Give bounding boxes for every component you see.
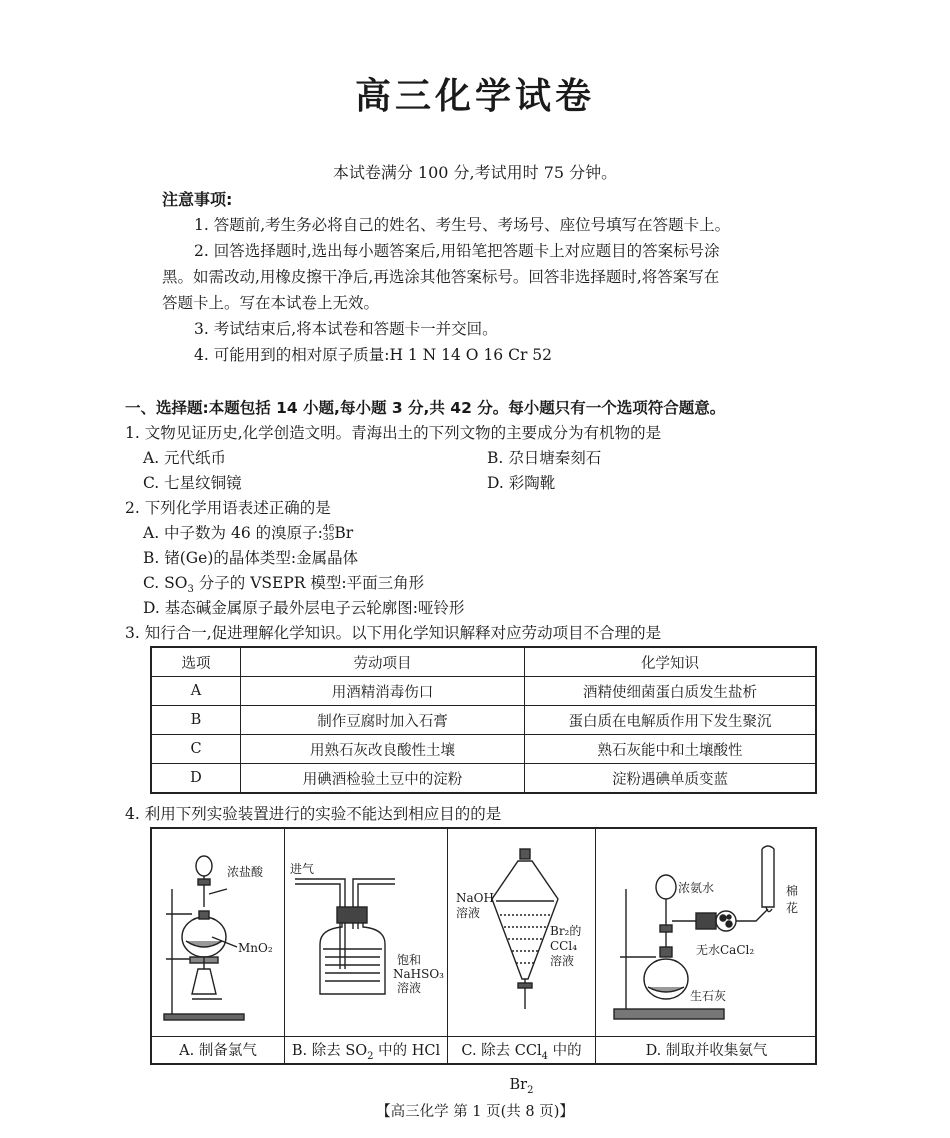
table-cell: B bbox=[151, 706, 241, 735]
notice-item-2-line-3: 答题卡上。写在本试卷上无效。 bbox=[162, 294, 380, 312]
caption-c-sub-2: 2 bbox=[527, 1084, 534, 1096]
caption-c-pre: C. 除去 CCl bbox=[461, 1043, 542, 1059]
table-row bbox=[151, 764, 816, 794]
table-row bbox=[151, 706, 816, 735]
option-c-pre: C. SO bbox=[143, 574, 188, 592]
ammonia-apparatus-drawing bbox=[596, 829, 817, 1037]
label-br2-solution: 溶液 bbox=[550, 954, 575, 968]
table-cell: D bbox=[151, 764, 241, 794]
table-header-cell: 化学知识 bbox=[525, 647, 817, 677]
question-4-figure bbox=[150, 827, 817, 1096]
question-4-stem: 4. 利用下列实验装置进行的实验不能达到相应目的的是 bbox=[125, 805, 502, 823]
label-anhydrous-cacl2: 无水CaCl₂ bbox=[696, 943, 755, 957]
notice-item-2-line-1: 2. 回答选择题时,选出每小题答案后,用铅笔把答题卡上对应题目的答案标号涂 bbox=[194, 242, 720, 260]
question-2-stem: 2. 下列化学用语表述正确的是 bbox=[125, 499, 331, 517]
label-conc-ammonia: 浓氨水 bbox=[678, 881, 715, 895]
apparatus-d bbox=[596, 829, 817, 1065]
table-row bbox=[151, 677, 816, 706]
option-a-text: A. 中子数为 46 的溴原子: bbox=[143, 524, 323, 542]
caption-b-pre: B. 除去 SO bbox=[291, 1043, 368, 1059]
gas-washing-bottle-drawing bbox=[285, 829, 448, 1037]
table-header-cell: 劳动项目 bbox=[241, 647, 525, 677]
table-cell: C bbox=[151, 735, 241, 764]
caption-a: A. 制备氯气 bbox=[152, 1036, 284, 1065]
label-naoh-solution: 溶液 bbox=[456, 906, 481, 920]
caption-b-sub: 2 bbox=[367, 1050, 374, 1062]
label-cotton-1: 棉 bbox=[786, 884, 799, 898]
caption-b-post: 中的 HCl bbox=[373, 1043, 441, 1059]
table-header-row bbox=[151, 647, 816, 677]
question-1-stem: 1. 文物见证历史,化学创造文明。青海出土的下列文物的主要成分为有机物的是 bbox=[125, 424, 662, 442]
table-cell: A bbox=[151, 677, 241, 706]
question-2-option-b: B. 锗(Ge)的晶体类型:金属晶体 bbox=[143, 549, 359, 567]
option-c-post: 分子的 VSEPR 模型:平面三角形 bbox=[193, 574, 425, 592]
notice-item-1: 1. 答题前,考生务必将自己的姓名、考生号、考场号、座位号填写在答题卡上。 bbox=[194, 216, 731, 234]
caption-c bbox=[448, 1036, 595, 1096]
question-2-option-c bbox=[143, 571, 424, 595]
section-heading: 一、选择题:本题包括 14 小题,每小题 3 分,共 42 分。每小题只有一个选项符合题意。 bbox=[125, 399, 726, 417]
table-cell: 用酒精消毒伤口 bbox=[241, 677, 525, 706]
question-1-option-c: C. 七星纹铜镜 bbox=[143, 474, 242, 492]
table-cell: 用碘酒检验土豆中的淀粉 bbox=[241, 764, 525, 794]
label-br2: Br₂的 bbox=[550, 924, 582, 938]
question-3-stem: 3. 知行合一,促进理解化学知识。以下用化学知识解释对应劳动项目不合理的是 bbox=[125, 624, 662, 642]
label-quicklime: 生石灰 bbox=[690, 989, 727, 1003]
notice-item-2-line-2: 黑。如需改动,用橡皮擦干净后,再选涂其他答案标号。回答非选择题时,将答案写在 bbox=[162, 268, 720, 286]
question-1-option-b: B. 尕日塘秦刻石 bbox=[487, 449, 602, 467]
page-footer: 【高三化学 第 1 页(共 8 页)】 bbox=[376, 1104, 574, 1120]
notice-item-3: 3. 考试结束后,将本试卷和答题卡一并交回。 bbox=[194, 320, 498, 338]
table-cell: 淀粉遇碘单质变蓝 bbox=[525, 764, 817, 794]
mass-number: 46 bbox=[322, 524, 335, 534]
label-ccl4: CCl₄ bbox=[550, 939, 578, 953]
label-mno2: MnO₂ bbox=[238, 941, 273, 955]
label-nahso3: NaHSO₃ bbox=[393, 967, 444, 981]
element-symbol: Br bbox=[334, 524, 354, 542]
label-solution: 溶液 bbox=[397, 981, 422, 995]
caption-c-sub: 4 bbox=[541, 1050, 548, 1062]
exam-intro: 本试卷满分 100 分,考试用时 75 分钟。 bbox=[332, 163, 618, 182]
table-cell: 熟石灰能中和土壤酸性 bbox=[525, 735, 817, 764]
caption-b bbox=[285, 1036, 447, 1065]
apparatus-c bbox=[448, 829, 596, 1096]
question-3-table bbox=[150, 646, 817, 794]
label-conc-hcl: 浓盐酸 bbox=[227, 865, 264, 879]
page-title: 高三化学试卷 bbox=[354, 76, 595, 117]
table-cell: 制作豆腐时加入石膏 bbox=[241, 706, 525, 735]
apparatus-a bbox=[152, 829, 285, 1065]
atomic-number: 35 bbox=[322, 533, 335, 543]
caption-c-mid: 中的 Br bbox=[509, 1043, 582, 1093]
notice-item-4: 4. 可能用到的相对原子质量:H 1 N 14 O 16 Cr 52 bbox=[194, 346, 553, 364]
table-cell: 酒精使细菌蛋白质发生盐析 bbox=[525, 677, 817, 706]
chlorine-generator-drawing bbox=[152, 829, 285, 1037]
table-row bbox=[151, 735, 816, 764]
table-header-cell: 选项 bbox=[151, 647, 241, 677]
label-cotton-2: 花 bbox=[786, 901, 799, 915]
question-2-option-d: D. 基态碱金属原子最外层电子云轮廓图:哑铃形 bbox=[143, 599, 465, 617]
option-c-sub: 3 bbox=[187, 584, 194, 596]
apparatus-b bbox=[285, 829, 448, 1065]
question-1-option-d: D. 彩陶靴 bbox=[487, 474, 556, 492]
question-1-option-a: A. 元代纸币 bbox=[143, 449, 227, 467]
label-inlet-gas: 进气 bbox=[290, 862, 315, 876]
label-saturated: 饱和 bbox=[397, 953, 422, 967]
table-cell: 蛋白质在电解质作用下发生聚沉 bbox=[525, 706, 817, 735]
caption-d: D. 制取并收集氨气 bbox=[596, 1036, 817, 1065]
table-cell: 用熟石灰改良酸性土壤 bbox=[241, 735, 525, 764]
question-2-option-a bbox=[143, 521, 353, 543]
label-naoh: NaOH bbox=[456, 891, 494, 905]
notice-heading: 注意事项: bbox=[162, 190, 233, 209]
